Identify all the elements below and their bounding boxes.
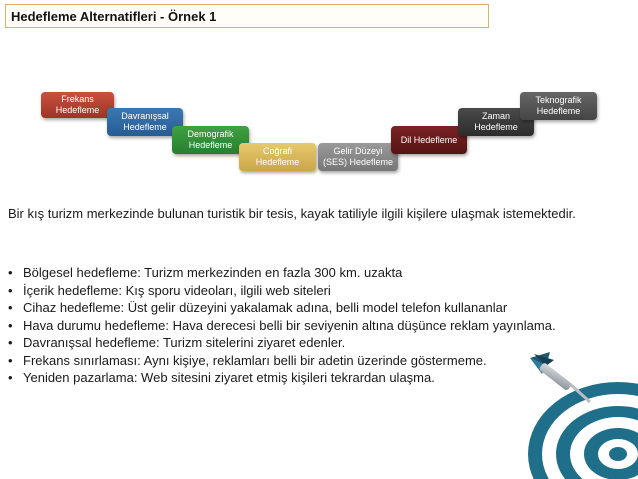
title-box xyxy=(5,4,489,28)
list-item: • Yeniden pazarlama: Web sitesini ziyaret etmiş kişileri tekrardan ulaşma. xyxy=(8,369,608,387)
list-item: • Frekans sınırlaması: Aynı kişiye, reklamları belli bir adetin üzerinde göstermeme. xyxy=(8,352,608,370)
step-gelir-duzeyi: Gelir Düzeyi (SES) Hedefleme xyxy=(318,143,398,171)
intro-paragraph: Bir kış turizm merkezinde bulunan turistik bir tesis, kayak tatiliyle ilgili kişilere ulaşmak istemektedir. xyxy=(8,206,576,221)
step-davranissal: Davranışsal Hedefleme xyxy=(107,108,183,136)
bullet-list xyxy=(8,264,608,387)
page-title: Hedefleme Alternatifleri - Örnek 1 xyxy=(11,9,217,24)
step-dil: Dil Hedefleme xyxy=(391,126,467,154)
step-demografik: Demografik Hedefleme xyxy=(172,126,249,154)
dartboard-target-icon xyxy=(520,350,638,479)
list-item: • İçerik hedefleme: Kış sporu videoları, ilgili web siteleri xyxy=(8,282,608,300)
list-item: • Hava durumu hedefleme: Hava derecesi belli bir seviyenin altına düşünce reklam yayınlama. xyxy=(8,317,608,335)
step-cografi: Coğrafi Hedefleme xyxy=(239,143,316,171)
step-teknografik: Teknografik Hedefleme xyxy=(520,92,597,120)
list-item: • Davranışsal hedefleme: Turizm sitelerini ziyaret edenler. xyxy=(8,334,608,352)
list-item: • Bölgesel hedefleme: Turizm merkezinden en fazla 300 km. uzakta xyxy=(8,264,608,282)
step-zaman: Zaman Hedefleme xyxy=(458,108,534,136)
list-item: • Cihaz hedefleme: Üst gelir düzeyini yakalamak adına, belli model telefon kullananlar xyxy=(8,299,608,317)
dart-icon xyxy=(530,352,590,402)
step-frekans: Frekans Hedefleme xyxy=(41,92,114,118)
